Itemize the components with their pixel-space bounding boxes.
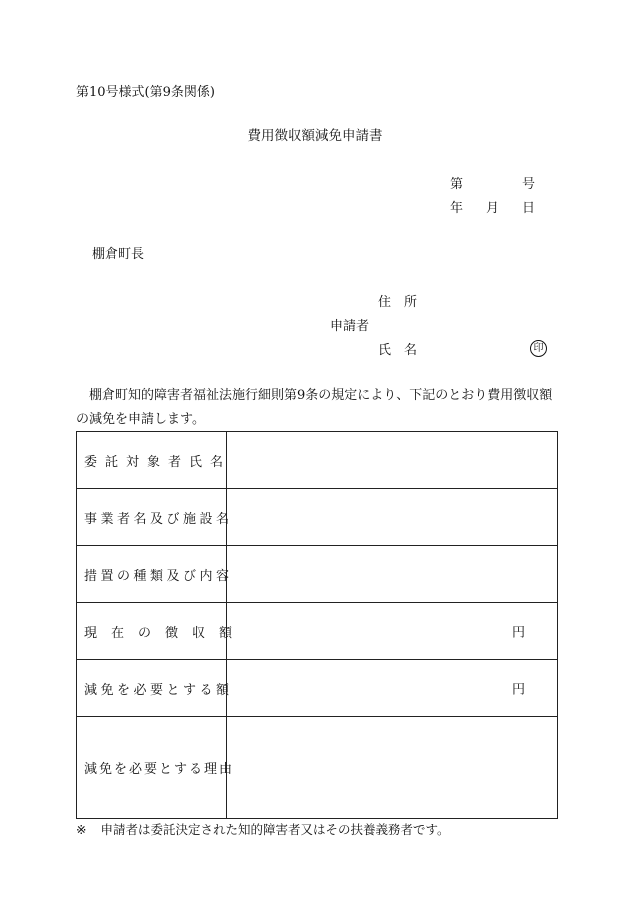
footnote-text: 申請者は委託決定された知的障害者又はその扶養義務者です。	[100, 822, 450, 837]
date-month-label: 月	[486, 201, 500, 216]
footnote-mark: ※	[76, 822, 87, 837]
table-row	[77, 717, 558, 819]
date-year-label: 年	[450, 201, 464, 216]
document-number-suffix: 号	[522, 177, 536, 192]
yen-unit: 円	[512, 682, 526, 698]
address-label: 住所	[378, 295, 431, 310]
row-label-reduction-amount: 減免を必要とする額	[77, 660, 227, 717]
provider-facility-field[interactable]	[227, 489, 558, 546]
reduction-amount-field[interactable]	[227, 660, 558, 717]
application-statement: 棚倉町知的障害者福祉法施行細則第9条の規定により、下記のとおり費用徴収額の減免を申請します。	[76, 388, 553, 427]
client-name-field[interactable]	[227, 432, 558, 489]
seal-mark: 印	[530, 340, 547, 357]
name-label: 氏名	[378, 343, 431, 358]
row-label-client-name: 委託対象者氏名	[77, 432, 227, 489]
row-label-measure-type: 措置の種類及び内容	[77, 546, 227, 603]
row-label-reduction-reason: 減免を必要とする理由	[77, 717, 227, 819]
row-label-current-fee: 現在の徴収額	[77, 603, 227, 660]
form-number: 第10号様式(第9条関係)	[76, 85, 215, 100]
applicant-label: 申請者	[330, 319, 370, 334]
table-row	[77, 660, 558, 717]
table-row	[77, 546, 558, 603]
footnote	[76, 824, 450, 837]
table-row	[77, 489, 558, 546]
yen-unit: 円	[512, 625, 526, 641]
application-form-table	[76, 431, 558, 819]
measure-type-field[interactable]	[227, 546, 558, 603]
document-number-label: 第	[450, 177, 464, 192]
date-day-label: 日	[522, 201, 536, 216]
table-row	[77, 603, 558, 660]
document-title: 費用徴収額減免申請書	[247, 128, 383, 144]
current-fee-field[interactable]	[227, 603, 558, 660]
reduction-reason-field[interactable]	[227, 717, 558, 819]
row-label-provider-facility: 事業者名及び施設名	[77, 489, 227, 546]
addressee: 棚倉町長	[92, 247, 145, 262]
table-row	[77, 432, 558, 489]
